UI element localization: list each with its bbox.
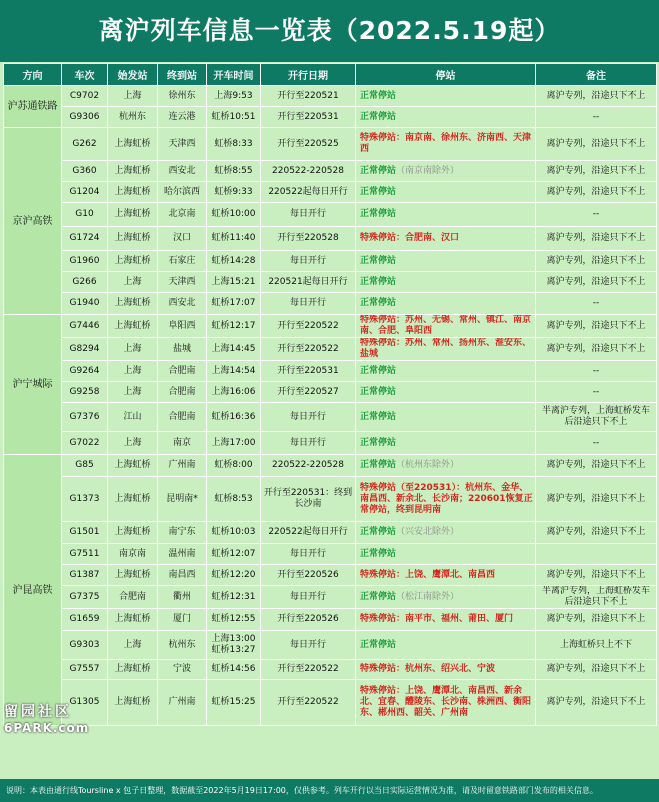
destination-cell: 南昌西 [158,565,207,586]
train-number-cell: G8294 [62,338,108,361]
train-number-cell: G7376 [62,403,108,432]
destination-cell: 连云港 [158,107,207,128]
table-row [4,361,657,382]
note-cell: 离沪专列，沿途只下不上 [536,272,657,293]
header-notes: 备注 [536,64,657,86]
run-dates-cell: 开行至220525 [261,128,356,161]
destination-cell: 合肥南 [158,403,207,432]
run-dates-cell: 每日开行 [261,432,356,455]
destination-cell: 石家庄 [158,251,207,272]
table-row [4,660,657,680]
destination-cell: 广州南 [158,455,207,477]
destination-cell: 西安北 [158,293,207,315]
run-dates-cell: 每日开行 [261,586,356,609]
stops-text: 特殊停站：南平市、福州、莆田、厦门 [360,614,514,624]
run-dates-cell: 开行至220531 [261,107,356,128]
stops-exclusion: （杭州东除外） [396,460,460,470]
run-dates-cell: 开行至220531：终到长沙南 [261,477,356,522]
destination-cell: 西安北 [158,161,207,182]
table-row [4,522,657,544]
train-number-cell: G1501 [62,522,108,544]
stops-cell [356,455,536,477]
note-cell: 离沪专列，沿途只下不上 [536,477,657,522]
note-cell [536,544,657,565]
origin-cell: 上海 [108,338,158,361]
train-number-cell: G85 [62,455,108,477]
train-number-cell: G1373 [62,477,108,522]
stops-cell [356,586,536,609]
stops-text: 特殊停站（至220531）：杭州东、金华、南昌西、新余北、长沙南；220601恢复正常停站，终到昆明南 [360,482,533,515]
origin-cell: 上海虹桥 [108,203,158,227]
departure-time-cell: 虹桥12:17 [207,315,261,338]
table-row [4,161,657,182]
note-cell: -- [536,432,657,455]
run-dates-cell: 220522-220528 [261,455,356,477]
origin-cell: 上海虹桥 [108,161,158,182]
origin-cell: 上海 [108,86,158,107]
departure-time-cell: 虹桥14:56 [207,660,261,680]
departure-time-cell: 虹桥12:55 [207,609,261,631]
header-destination: 终到站 [158,64,207,86]
note-cell: 离沪专列，沿途只下不上 [536,182,657,203]
stops-cell [356,128,536,161]
run-dates-cell: 开行至220522 [261,660,356,680]
stops-cell [356,477,536,522]
stops-text: 正常停站 [360,386,397,397]
origin-cell: 上海虹桥 [108,565,158,586]
note-cell: 半离沪专列，上海虹桥发车后沿途只下不上 [536,586,657,609]
train-number-cell: G1387 [62,565,108,586]
table-row [4,128,657,161]
table-row [4,272,657,293]
note-cell: 离沪专列，沿途只下不上 [536,227,657,251]
departure-time-cell: 虹桥10:00 [207,203,261,227]
stops-text: 正常停站 [360,411,397,422]
run-dates-cell: 开行至220522 [261,315,356,338]
stops-text: 正常停站 [360,90,397,101]
stops-text: 正常停站 [360,255,397,266]
direction-cell: 沪苏通铁路 [4,86,62,128]
origin-cell: 上海虹桥 [108,128,158,161]
destination-cell: 昆明南* [158,477,207,522]
destination-cell: 盐城 [158,338,207,361]
stops-exclusion: （南京南除外） [396,165,460,176]
stops-cell [356,86,536,107]
origin-cell: 上海虹桥 [108,455,158,477]
table-row [4,680,657,726]
note-cell: 离沪专列，沿途只下不上 [536,680,657,726]
run-dates-cell: 开行至220527 [261,382,356,403]
stops-cell [356,544,536,565]
note-cell: 离沪专列，沿途只下不上 [536,660,657,680]
stops-text: 正常停站 [360,365,397,376]
note-cell: 离沪专列，沿途只下不上 [536,161,657,182]
destination-cell: 天津西 [158,128,207,161]
departure-time-cell: 虹桥12:07 [207,544,261,565]
header-stops: 停站 [356,64,536,86]
run-dates-cell: 每日开行 [261,403,356,432]
stops-cell [356,338,536,361]
note-cell: 离沪专列，沿途只下不上 [536,522,657,544]
origin-cell: 上海 [108,272,158,293]
note-cell: -- [536,203,657,227]
train-schedule-table [3,63,657,726]
run-dates-cell: 开行至220526 [261,609,356,631]
header-departure-time: 开车时间 [207,64,261,86]
stops-cell [356,182,536,203]
stops-text: 特殊停站：上饶、鹰潭北、南昌西 [360,569,496,580]
stops-cell [356,227,536,251]
stops-cell [356,293,536,315]
stops-cell [356,382,536,403]
destination-cell: 衢州 [158,586,207,609]
table-row [4,586,657,609]
origin-cell: 上海虹桥 [108,522,158,544]
stops-text: 正常停站 [360,460,397,470]
table-row [4,251,657,272]
origin-cell: 上海 [108,631,158,660]
destination-cell: 广州南 [158,680,207,726]
direction-cell: 京沪高铁 [4,128,62,315]
note-cell: 半离沪专列，上海虹桥发车后沿途只下不上 [536,403,657,432]
footer-note: 说明：本表由通行线Toursline x 包子日整理，数据截至2022年5月19日17:00，仅供参考。列车开行以当日实际运营情况为准，请及时留意铁路部门发布的相关信息。 [0,779,659,802]
run-dates-cell: 开行至220522 [261,338,356,361]
watermark-url: 6PARK.com [4,721,90,735]
origin-cell: 上海虹桥 [108,251,158,272]
note-cell: -- [536,382,657,403]
stops-text: 正常停站 [360,548,397,559]
departure-time-cell: 上海15:21 [207,272,261,293]
destination-cell: 厦门 [158,609,207,631]
stops-cell [356,161,536,182]
departure-time-cell: 虹桥8:53 [207,477,261,522]
train-number-cell: G1960 [62,251,108,272]
direction-cell: 沪宁城际 [4,315,62,455]
departure-time-cell: 虹桥11:40 [207,227,261,251]
stops-text: 正常停站 [360,527,397,537]
stops-cell [356,432,536,455]
stops-cell [356,522,536,544]
origin-cell: 江山 [108,403,158,432]
run-dates-cell: 每日开行 [261,631,356,660]
table-row [4,86,657,107]
stops-cell [356,609,536,631]
departure-time-cell: 虹桥10:03 [207,522,261,544]
run-dates-cell: 开行至220521 [261,86,356,107]
departure-time-cell: 上海9:53 [207,86,261,107]
destination-cell: 合肥南 [158,382,207,403]
table-row [4,293,657,315]
table-row [4,315,657,338]
stops-cell [356,680,536,726]
train-number-cell: G1659 [62,609,108,631]
table-row [4,203,657,227]
table-row [4,609,657,631]
stops-text: 正常停站 [360,186,397,197]
departure-time-cell: 虹桥12:20 [207,565,261,586]
watermark-text: 留园社区 [4,704,72,720]
note-cell: 离沪专列，沿途只下不上 [536,565,657,586]
origin-cell: 上海虹桥 [108,182,158,203]
header-run-dates: 开行日期 [261,64,356,86]
watermark-logo [4,704,89,736]
note-cell: 离沪专列，沿途只下不上 [536,315,657,338]
destination-cell: 温州南 [158,544,207,565]
destination-cell: 南宁东 [158,522,207,544]
stops-exclusion: （松江南除外） [396,591,460,602]
origin-cell: 上海虹桥 [108,680,158,726]
stops-text: 特殊停站：苏州、无锡、常州、镇江、南京南、合肥、阜阳西 [360,315,532,336]
origin-cell: 上海虹桥 [108,315,158,338]
train-number-cell: G7511 [62,544,108,565]
direction-cell: 沪昆高铁 [4,455,62,726]
run-dates-cell: 每日开行 [261,251,356,272]
stops-cell [356,403,536,432]
run-dates-cell: 开行至220526 [261,565,356,586]
table-row [4,455,657,477]
departure-time-cell: 上海16:06 [207,382,261,403]
departure-time-cell: 上海17:00 [207,432,261,455]
stops-text: 特殊停站：上饶、鹰潭北、南昌西、新余北、宜春、醴陵东、长沙南、株洲西、衡阳东、郴州西、韶关、广州南 [360,686,532,718]
train-number-cell: G1724 [62,227,108,251]
train-number-cell: G1940 [62,293,108,315]
destination-cell: 合肥南 [158,361,207,382]
stops-text: 特殊停站：南京南、徐州东、济南西、天津西 [360,133,532,154]
run-dates-cell: 每日开行 [261,293,356,315]
note-cell: -- [536,107,657,128]
origin-cell: 上海 [108,361,158,382]
origin-cell: 南京南 [108,544,158,565]
stops-text: 正常停站 [360,591,397,602]
departure-time-cell: 虹桥9:33 [207,182,261,203]
run-dates-cell: 220522-220528 [261,161,356,182]
stops-cell [356,107,536,128]
stops-text: 特殊停站：合肥南、汉口 [360,233,460,243]
train-number-cell: G262 [62,128,108,161]
train-number-cell: G7557 [62,660,108,680]
table-row [4,107,657,128]
stops-text: 正常停站 [360,437,397,448]
stops-cell [356,315,536,338]
table-row [4,382,657,403]
header-origin: 始发站 [108,64,158,86]
table-row [4,565,657,586]
origin-cell: 上海虹桥 [108,660,158,680]
header-direction: 方向 [4,64,62,86]
note-cell: 离沪专列，沿途只下不上 [536,251,657,272]
departure-time-cell: 虹桥10:51 [207,107,261,128]
destination-cell: 阜阳西 [158,315,207,338]
table-row [4,544,657,565]
departure-time-cell: 虹桥12:31 [207,586,261,609]
run-dates-cell: 每日开行 [261,544,356,565]
stops-text: 特殊停站：苏州、常州、扬州东、淮安东、盐城 [360,338,532,359]
note-cell: 离沪专列，沿途只下不上 [536,455,657,477]
table-body [4,86,657,726]
stops-cell [356,361,536,382]
note-cell: 离沪专列，沿途只下不上 [536,609,657,631]
train-number-cell: G10 [62,203,108,227]
origin-cell: 上海 [108,382,158,403]
stops-text: 正常停站 [360,111,397,122]
origin-cell: 合肥南 [108,586,158,609]
departure-time-cell: 虹桥17:07 [207,293,261,315]
departure-time-cell: 虹桥8:55 [207,161,261,182]
stops-cell [356,203,536,227]
table-row [4,338,657,361]
stops-text: 正常停站 [360,165,397,176]
departure-time-cell: 虹桥16:36 [207,403,261,432]
destination-cell: 南京 [158,432,207,455]
table-row [4,477,657,522]
stops-cell [356,631,536,660]
page-title: 离沪列车信息一览表（2022.5.19起） [0,0,659,62]
origin-cell: 上海 [108,432,158,455]
train-number-cell: C9702 [62,86,108,107]
departure-time-cell: 虹桥14:28 [207,251,261,272]
destination-cell: 徐州东 [158,86,207,107]
departure-time-cell: 虹桥15:25 [207,680,261,726]
departure-time-cell: 上海14:45 [207,338,261,361]
train-number-cell: G7446 [62,315,108,338]
run-dates-cell: 开行至220528 [261,227,356,251]
note-cell: 离沪专列，沿途只下不上 [536,86,657,107]
train-number-cell: G266 [62,272,108,293]
departure-time-cell: 上海13:00 虹桥13:27 [207,631,261,660]
table-header-row [4,64,657,86]
origin-cell: 杭州东 [108,107,158,128]
stops-cell [356,251,536,272]
run-dates-cell: 220522起每日开行 [261,182,356,203]
destination-cell: 杭州东 [158,631,207,660]
run-dates-cell: 开行至220531 [261,361,356,382]
run-dates-cell: 220522起每日开行 [261,522,356,544]
origin-cell: 上海虹桥 [108,477,158,522]
departure-time-cell: 虹桥8:00 [207,455,261,477]
table-row [4,631,657,660]
origin-cell: 上海虹桥 [108,227,158,251]
train-number-cell: G1204 [62,182,108,203]
note-cell: -- [536,361,657,382]
departure-time-cell: 上海14:54 [207,361,261,382]
train-number-cell: G1305 [62,680,108,726]
destination-cell: 天津西 [158,272,207,293]
train-number-cell: G360 [62,161,108,182]
stops-text: 特殊停站：杭州东、绍兴北、宁波 [360,664,496,674]
departure-time-cell: 虹桥8:33 [207,128,261,161]
stops-text: 正常停站 [360,209,397,219]
train-number-cell: G9306 [62,107,108,128]
stops-text: 正常停站 [360,276,397,287]
destination-cell: 汉口 [158,227,207,251]
run-dates-cell: 220521起每日开行 [261,272,356,293]
stops-cell [356,565,536,586]
stops-cell [356,660,536,680]
train-number-cell: G9258 [62,382,108,403]
header-train-no: 车次 [62,64,108,86]
run-dates-cell: 开行至220522 [261,680,356,726]
origin-cell: 上海虹桥 [108,293,158,315]
table-row [4,403,657,432]
train-number-cell: G9303 [62,631,108,660]
table-row [4,432,657,455]
table-row [4,182,657,203]
train-number-cell: G7375 [62,586,108,609]
origin-cell: 上海虹桥 [108,609,158,631]
note-cell: -- [536,293,657,315]
run-dates-cell: 每日开行 [261,203,356,227]
train-number-cell: G9264 [62,361,108,382]
note-cell: 离沪专列，沿途只下不上 [536,128,657,161]
destination-cell: 哈尔滨西 [158,182,207,203]
table-row [4,227,657,251]
destination-cell: 宁波 [158,660,207,680]
stops-cell [356,272,536,293]
note-cell: 离沪专列，沿途只下不上 [536,338,657,361]
destination-cell: 北京南 [158,203,207,227]
stops-text: 正常停站 [360,639,397,650]
train-number-cell: G7022 [62,432,108,455]
stops-text: 正常停站 [360,298,397,308]
stops-exclusion: （兴安北除外） [396,527,460,537]
note-cell: 上海虹桥只上不下 [536,631,657,660]
